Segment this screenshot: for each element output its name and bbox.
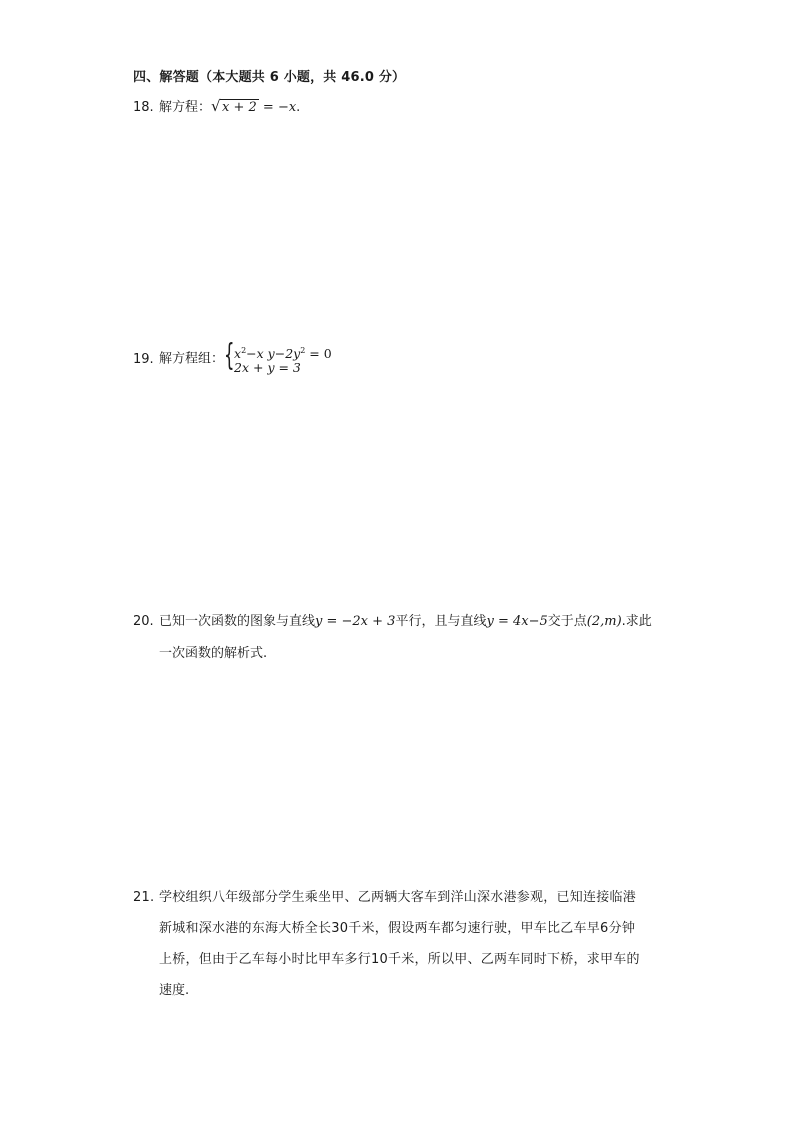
equation-rhs: = −x [262,100,297,115]
square-root [211,98,259,118]
question-line: 20. 已知一次函数的图象与直线y = −2x + 3平行，且与直线y = 4x−5交于点(2,m).求此 [133,614,652,629]
question-20 [133,606,663,670]
equation [211,97,297,115]
question-line: 21. 学校组织八年级部分学生乘坐甲、乙两辆大客车到洋山深水港参观，已知连接临港 [133,882,673,913]
question-line: 上桥，但由于乙车每小时比甲车多行10千米，所以甲、乙两车同时下桥，求甲车的 [159,952,640,967]
question-19 [133,338,332,376]
question-line: 新城和深水港的东海大桥全长30千米，假设两车都匀速行驶，甲车比乙车早6分钟 [159,921,636,936]
radicand: x + 2 [222,100,257,115]
question-number: 18. [133,100,154,115]
question-number: 20. [133,614,154,629]
system-equation-1: $x^2-x$ $y-2y^2 = 0$ [234,346,332,362]
equation-end: . [296,100,301,115]
question-number: 19. [133,351,154,367]
question-21 [133,882,673,1006]
radical-sign-icon: √ [211,97,221,115]
question-line: 一次函数的解析式. [159,646,268,661]
question-prompt: 解方程： [159,100,212,115]
question-number: 21. [133,890,155,905]
system-equation-2: 2x + y = 3 [234,360,301,376]
line-equation-2: y = 4x−5 [486,614,548,629]
question-18 [133,98,300,118]
section-heading: 四、解答题（本大题共 6 小题，共 46.0 分） [133,70,406,85]
equation-system [224,338,332,376]
question-prompt: 解方程组： [159,351,225,367]
line-equation-1: y = −2x + 3 [315,614,396,629]
question-line: 速度. [159,983,190,998]
intersection-point: (2,m) [586,614,622,629]
left-brace-icon: { [224,338,235,373]
